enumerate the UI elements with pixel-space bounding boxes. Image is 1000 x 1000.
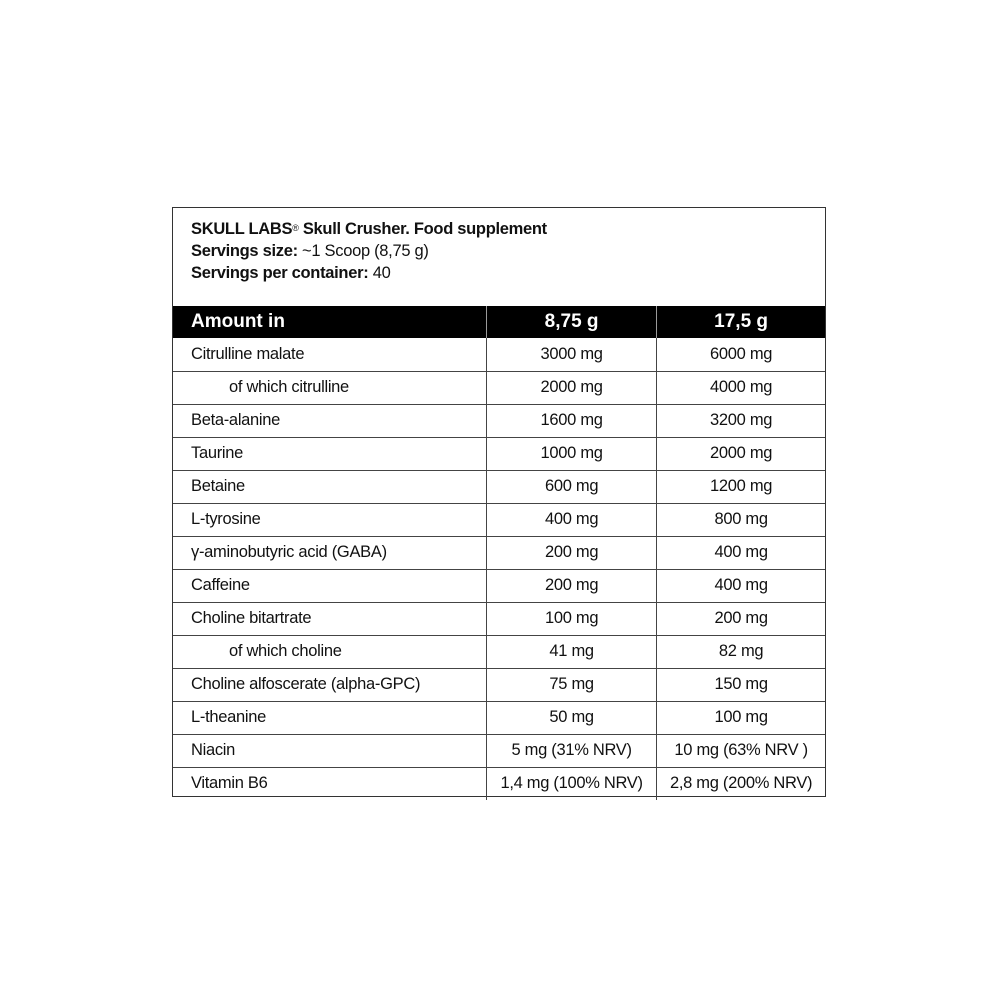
amount-single-serving: 75 mg — [486, 668, 656, 701]
column-header-amount-in: Amount in — [191, 311, 285, 332]
table-row — [173, 371, 825, 404]
ingredient-name: Betaine — [173, 470, 486, 503]
amount-single-serving: 1600 mg — [486, 404, 656, 437]
servings-per-container — [191, 262, 825, 284]
table-row — [173, 734, 825, 767]
table-row — [173, 767, 825, 800]
amount-single-serving: 2000 mg — [486, 371, 656, 404]
servings-per-container-value: 40 — [368, 264, 391, 282]
amount-single-serving: 600 mg — [486, 470, 656, 503]
amount-double-serving: 3200 mg — [657, 404, 825, 437]
table-row — [173, 635, 825, 668]
product-name: Skull Crusher. Food supplement — [298, 220, 547, 238]
amount-single-serving: 1,4 mg (100% NRV) — [486, 767, 656, 800]
amount-double-serving: 82 mg — [657, 635, 825, 668]
table-header — [173, 306, 825, 338]
table-row — [173, 503, 825, 536]
amount-double-serving: 150 mg — [657, 668, 825, 701]
nutrition-table — [173, 306, 825, 800]
registered-mark: ® — [292, 223, 299, 233]
serving-size — [191, 240, 825, 262]
table-row — [173, 338, 825, 371]
product-title — [191, 218, 825, 240]
table-body — [173, 338, 825, 800]
table-row — [173, 470, 825, 503]
table-row — [173, 602, 825, 635]
amount-single-serving: 200 mg — [486, 569, 656, 602]
amount-double-serving: 400 mg — [657, 569, 825, 602]
ingredient-name: of which citrulline — [173, 371, 486, 404]
ingredient-name: Citrulline malate — [191, 344, 305, 363]
amount-double-serving: 800 mg — [657, 503, 825, 536]
table-row — [173, 404, 825, 437]
column-header-single-serving: 8,75 g — [486, 306, 656, 338]
table-row — [173, 536, 825, 569]
table-row — [173, 668, 825, 701]
ingredient-name: Choline alfoscerate (alpha-GPC) — [173, 668, 486, 701]
table-row — [173, 437, 825, 470]
ingredient-name: γ-aminobutyric acid (GABA) — [173, 536, 486, 569]
product-header — [173, 208, 825, 306]
amount-double-serving: 1200 mg — [657, 470, 825, 503]
serving-size-value: ~1 Scoop (8,75 g) — [297, 242, 429, 260]
ingredient-name: Beta-alanine — [173, 404, 486, 437]
amount-double-serving: 100 mg — [657, 701, 825, 734]
serving-size-label: Servings size: — [191, 242, 298, 260]
servings-per-container-label: Servings per container: — [191, 264, 369, 282]
table-row — [173, 701, 825, 734]
amount-single-serving: 100 mg — [486, 602, 656, 635]
amount-single-serving: 400 mg — [486, 503, 656, 536]
amount-double-serving: 2,8 mg (200% NRV) — [657, 767, 825, 800]
table-row — [173, 569, 825, 602]
amount-single-serving: 50 mg — [486, 701, 656, 734]
ingredient-name: Taurine — [173, 437, 486, 470]
amount-double-serving: 4000 mg — [657, 371, 825, 404]
amount-double-serving: 6000 mg — [657, 338, 825, 371]
supplement-facts-panel — [172, 207, 826, 797]
amount-single-serving: 3000 mg — [486, 338, 656, 371]
amount-double-serving: 2000 mg — [657, 437, 825, 470]
ingredient-name: Niacin — [173, 734, 486, 767]
column-header-double-serving: 17,5 g — [657, 306, 825, 338]
amount-single-serving: 200 mg — [486, 536, 656, 569]
amount-single-serving: 41 mg — [486, 635, 656, 668]
amount-single-serving: 5 mg (31% NRV) — [486, 734, 656, 767]
ingredient-name: L-theanine — [173, 701, 486, 734]
ingredient-name: of which choline — [173, 635, 486, 668]
amount-double-serving: 10 mg (63% NRV ) — [657, 734, 825, 767]
table-header-row — [173, 306, 825, 338]
amount-double-serving: 400 mg — [657, 536, 825, 569]
ingredient-name: Caffeine — [173, 569, 486, 602]
ingredient-name: Vitamin B6 — [173, 767, 486, 800]
amount-single-serving: 1000 mg — [486, 437, 656, 470]
brand-name: SKULL LABS — [191, 220, 293, 238]
amount-double-serving: 200 mg — [657, 602, 825, 635]
ingredient-name: Choline bitartrate — [173, 602, 486, 635]
ingredient-name: L-tyrosine — [173, 503, 486, 536]
